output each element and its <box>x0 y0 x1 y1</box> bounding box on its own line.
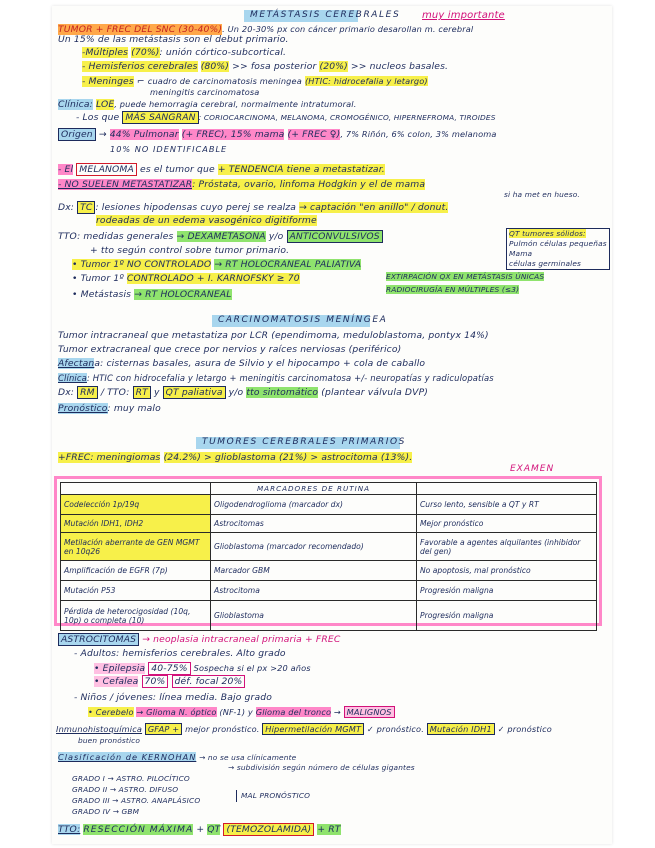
line-frequency: TUMOR + FREC DEL SNC (30-40%). Un 20-30% px con cáncer primario desarollan m. cerebral <box>58 24 474 35</box>
meaning-cell: Favorable a agentes alquilantes (inhibidor del gen) <box>417 533 597 561</box>
primarios-title: TUMORES CEREBRALES PRIMARIOS <box>202 437 406 447</box>
meaning-cell: No apoptosis, mal pronóstico <box>417 561 597 581</box>
marker-cell: Mutación P53 <box>61 581 211 601</box>
tumor-cell: Glioblastoma <box>211 601 417 631</box>
line-primary-control: + tto según control sobre tumor primario. <box>90 245 290 256</box>
markers-header-cell <box>417 483 597 495</box>
line-debut: Un 15% de las metástasis son el debut primario. <box>58 34 289 45</box>
astro-line-children: - Niños / jóvenes: línea media. Bajo grado <box>74 692 272 703</box>
grade-3: GRADO III → ASTRO. ANAPLÁSICO <box>72 796 201 805</box>
grade-2: GRADO II → ASTRO. DIFUSO <box>72 785 179 794</box>
carc-line-3: Afectana: cisternas basales, asura de Silvio y el hipocampo + cola de caballo <box>58 358 426 369</box>
tumor-cell: Astrocitomas <box>211 515 417 533</box>
meaning-cell: Curso lento, sensible a QT y RT <box>417 495 597 515</box>
line-breast-note: si ha met en hueso. <box>504 190 580 199</box>
table-row <box>61 561 597 581</box>
line-extirpation: EXTIRPACIÓN QX EN METÁSTASIS ÚNICAS <box>386 272 545 281</box>
line-treatment: TTO: medidas generales → DEXAMETASONA y/o ANTICONVULSIVOS <box>58 231 383 243</box>
meaning-cell: Mejor pronóstico <box>417 515 597 533</box>
bad-prognosis-note: MAL PRONÓSTICO <box>236 790 310 802</box>
line-melanoma: - El MELANOMA es el tumor que + TENDENCIA tiene a metastatizar. <box>58 164 385 175</box>
tumor-cell: Marcador GBM <box>211 561 417 581</box>
table-row <box>61 601 597 631</box>
tumor-cell: Oligodendroglioma (marcador dx) <box>211 495 417 515</box>
carc-line-2: Tumor extracraneal que crece por nervios y raíces nerviosas (periférico) <box>58 344 402 355</box>
page-title: METÁSTASIS CEREBRALES <box>250 10 401 20</box>
astro-line-headache: • Cefalea 70% déf. focal 20% <box>94 676 245 688</box>
line-uncontrolled: • Tumor 1º NO CONTROLADO → RT HOLOCRANEAL PALIATIVA <box>72 259 362 270</box>
importance-tag: muy importante <box>422 10 505 21</box>
line-metastasis-rt: • Metástasis → RT HOLOCRANEAL <box>72 289 232 300</box>
astro-line-good-prognosis: buen pronóstico <box>78 736 141 745</box>
carc-line-4: Clínica: HTIC con hidrocefalia y letargo + meningitis carcinomatosa +/- neuropatías y radiculopatías <box>58 373 494 383</box>
line-clinica: Clínica: LOE, puede hemorragia cerebral, normalmente intratumoral. <box>58 99 357 110</box>
line-bleeding: - Los que MÁS SANGRAN : CORIOCARCINOMA, MELANOMA, CROMOGÉNICO, HIPERNEFROMA, TIROIDES <box>76 112 496 123</box>
frequency-highlight: TUMOR + FREC DEL SNC (30-40%) <box>58 24 223 35</box>
table-row <box>61 515 597 533</box>
line-radiosurgery: RADIOCIRUGÍA EN MÚLTIPLES (≤3) <box>386 285 520 294</box>
astro-treatment: TTO: RESECCIÓN MÁXIMA + QT (TEMOZOLAMIDA) + RT <box>58 824 341 835</box>
meaning-cell: Progresión maligna <box>417 601 597 631</box>
marker-cell: Codelección 1p/19q <box>61 495 211 515</box>
carc-line-6: Pronóstico: muy malo <box>58 403 161 414</box>
kernohan-title: Clasificación de KERNOHAN → no se usa clínicamente <box>58 752 297 762</box>
line-multiple: -Múltiples (70%): unión córtico-subcortical. <box>82 47 287 58</box>
notes-page <box>52 6 612 844</box>
table-row <box>61 533 597 561</box>
line-dx: Dx: TC : lesiones hipodensas cuyo perej se realza → captación "en anillo" / donut. <box>58 202 449 213</box>
marker-cell: Pérdida de heterocigosidad (10q, 10p) o completa (10) <box>61 601 211 631</box>
line-location: - Hemisferios cerebrales (80%) >> fosa posterior (20%) >> nucleos basales. <box>82 61 449 72</box>
markers-header-cell: MARCADORES DE RUTINA <box>211 483 417 495</box>
meaning-cell: Progresión maligna <box>417 581 597 601</box>
grade-1: GRADO I → ASTRO. PILOCÍTICO <box>72 774 190 783</box>
line-no-metastasis: - NO SUELEN METASTATIZAR: Próstata, ovario, linfoma Hodgkin y el de mama <box>58 179 426 190</box>
astro-line-epilepsy: • Epilepsia 40-75% Sospecha si el px >20 años <box>94 663 311 674</box>
carcinomatosis-title: CARCINOMATOSIS MENÍNGEA <box>218 315 388 325</box>
line-meningitis: meningitis carcinomatosa <box>150 87 260 97</box>
solid-tumor-box: QT tumores sólidos: Pulmón células pequeñas Mama células germinales <box>506 228 610 270</box>
table-row <box>61 495 597 515</box>
markers-header-cell <box>61 483 211 495</box>
grade-4: GRADO IV → GBM <box>72 807 140 816</box>
markers-header-row <box>61 483 597 495</box>
astro-line-1: ASTROCITOMAS → neoplasia intracraneal primaria + FREC <box>58 634 340 646</box>
line-edema: rodeadas de un edema vasogénico digitiforme <box>96 215 317 226</box>
line-meninges: - Meninges ⌐ cuadro de carcinomatosis meningea (HTIC: hidrocefalia y letargo) <box>82 76 428 87</box>
primarios-line-1: +FREC: meningiomas (24.2%) > glioblastoma (21%) > astrocitoma (13%). <box>58 452 413 463</box>
tumor-cell: Astrocitoma <box>211 581 417 601</box>
line-controlled: • Tumor 1º CONTROLADO + I. KARNOFSKY ≥ 70 <box>72 273 300 284</box>
astro-line-adults: - Adultos: hemisferios cerebrales. Alto grado <box>74 648 286 659</box>
carc-line-1: Tumor intracraneal que metastatiza por LCR (ependimoma, meduloblastoma, pontyx 14%) <box>58 330 489 341</box>
astro-line-ihc: Inmunohistoquímica GFAP + mejor pronóstico. Hipermetilación MGMT ✓ pronóstico. Mutación IDH1 ✓ pronóstico <box>56 724 552 734</box>
carc-line-5: Dx: RM / TTO: RT y QT paliativa y/o tto sintomático (plantear válvula DVP) <box>58 387 429 398</box>
line-unidentified: 10% NO IDENTIFICABLE <box>110 144 228 154</box>
marker-cell: Mutación IDH1, IDH2 <box>61 515 211 533</box>
line-origin: Origen → 44% Pulmonar (+ FREC), 15% mama (+ FREC ♀), 7% Riñón, 6% colon, 3% melanoma <box>58 128 497 141</box>
marker-cell: Metilación aberrante de GEN MGMT en 10q26 <box>61 533 211 561</box>
tumor-cell: Glioblastoma (marcador recomendado) <box>211 533 417 561</box>
marker-cell: Amplificación de EGFR (7p) <box>61 561 211 581</box>
table-row <box>61 581 597 601</box>
exam-label: EXAMEN <box>510 464 555 474</box>
markers-table <box>60 482 597 631</box>
astro-line-cerebellum: • Cerebelo → Glioma N. óptico (NF-1) y Glioma del tronco → MALIGNOS <box>88 706 395 718</box>
kernohan-note: → subdivisión según número de células gigantes <box>228 763 415 772</box>
